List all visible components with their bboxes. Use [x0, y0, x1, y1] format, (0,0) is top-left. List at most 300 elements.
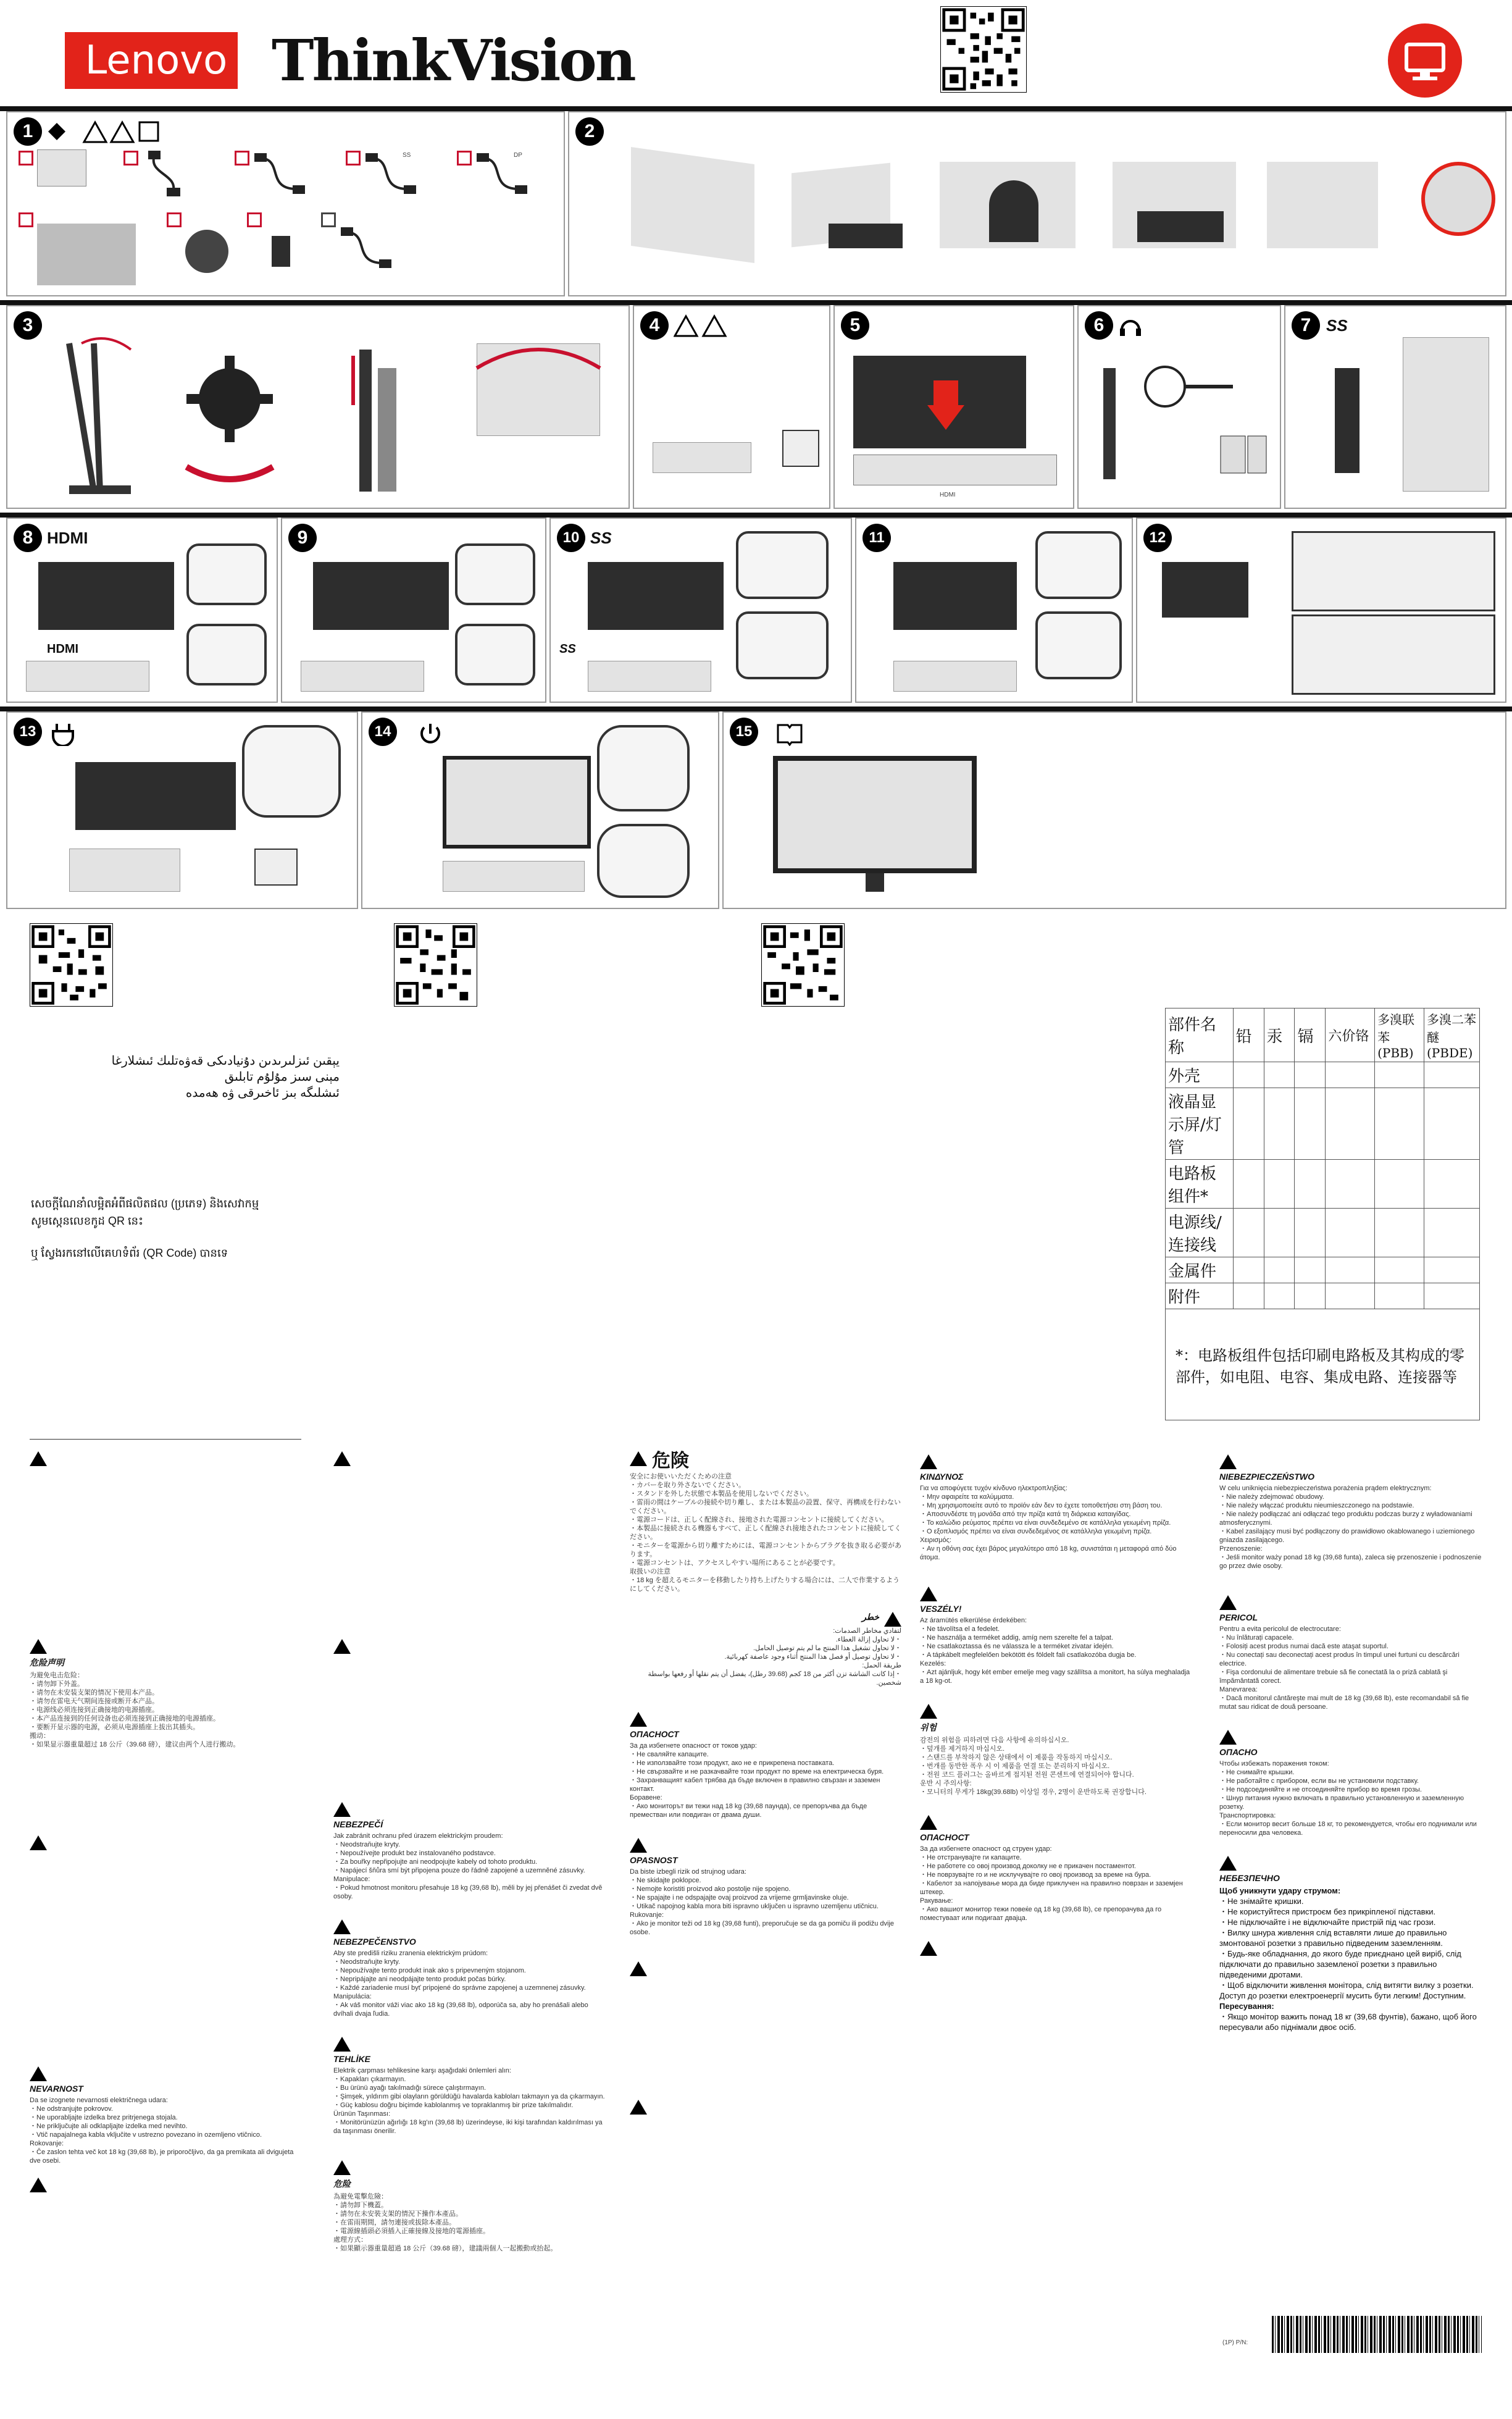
safety-line: Manevrarea: [1219, 1686, 1258, 1693]
safety-column-3 [630, 1445, 901, 2115]
safety-line: ・Nepoužívajte tento produkt inak ako s pripevneným stojanom. [333, 1967, 526, 1974]
safety-line: ・Щоб відключити живлення монітора, слід витягти вилку з розетки. Доступ до розетки електроенергії мусить бути легким! Доступним. [1219, 1981, 1474, 2000]
monitor-panel-illustration [37, 224, 136, 285]
safety-line: ・Μη χρησιμοποιείτε αυτό το προϊόν εάν δεν το έχετε τοποθετήσει στη βάση του. [920, 1502, 1163, 1509]
safety-title: 危険 [652, 1451, 689, 1471]
step-number: 12 [1143, 524, 1172, 552]
table-row [1166, 1209, 1480, 1257]
safety-line: ・لا تحاول إزالة الغطاء. [835, 1636, 901, 1643]
table-row [1166, 1309, 1480, 1420]
ss-usb-step-label: SS [590, 529, 612, 547]
power-cord-icon [142, 149, 198, 199]
safety-line: ・Utikač napojnog kabla mora biti ispravno uključen u ispravno uzemljenu utičnicu. [630, 1903, 879, 1910]
safety-column-4 [920, 1454, 1192, 1956]
step-6-panel [1077, 305, 1281, 509]
safety-line: ・Μην αφαιρείτε τα καλύμματα. [920, 1493, 1014, 1501]
safety-line: ・请勿在未安装支架的情况下使用本产品。 [30, 1689, 159, 1696]
safety-line: ・Folosiți acest produs numai dacă este ataşat suportul. [1219, 1643, 1389, 1650]
table-cell: 电源线/连接线 [1166, 1209, 1234, 1257]
usb-cable-icon [364, 149, 420, 199]
safety-line: ・Не свързвайте и не разкачвайте този продукт по време на електрическа буря. [630, 1768, 884, 1775]
pc-illustration [69, 849, 180, 892]
checkbox-icon [346, 151, 361, 166]
safety-ru-lines [1219, 1759, 1485, 1837]
safety-line: ・Не підключайте і не відключайте пристрій під час грози. [1219, 1918, 1436, 1927]
safety-line: ・Dacă monitorul cântăreşte mai mult de 18 kg (39,68 lb), este recomandabil să fie mutat sau ridicat de două persoane. [1219, 1695, 1469, 1711]
table-cell: 电路板组件* [1166, 1160, 1234, 1209]
safety-line: ・Не поврзувајте го и не исклучувајте го овој производ за време на бура. [920, 1871, 1151, 1879]
safety-line: ・Güç kablosu doğru biçimde kablolanmış ve topraklanmış bir prize takılmalıdır. [333, 2102, 574, 2109]
step-number: 13 [14, 718, 42, 746]
rotate-arrow-icon [1421, 162, 1495, 236]
safety-title: ОПАСНО [1219, 1747, 1258, 1757]
step-number: 7 [1292, 311, 1320, 340]
rohs-footnote: *：电路板组件包括印刷电路板及其构成的零部件，如电阻、电容、集成电路、连接器等 [1166, 1309, 1480, 1420]
divider-band [0, 513, 1512, 518]
down-arrow-icon [927, 380, 964, 430]
safety-line: ・Nie należy zdejmować obudowy. [1219, 1493, 1324, 1501]
step-number: 1 [14, 117, 42, 146]
safety-line: 운반 시 주의사항: [920, 1780, 972, 1787]
safety-line: Manipulace: [333, 1876, 370, 1883]
divider-band [0, 706, 1512, 711]
safety-line: ・Не използвайте този продукт, ако не е прикрепена поставката. [630, 1759, 835, 1767]
connector-zoom-illustration [455, 543, 535, 605]
safety-zt-lines [333, 2192, 605, 2253]
warning-icon [630, 1712, 647, 1727]
safety-line: ・Будь-яке обладнання, до якого буде приєднано цей виріб, слід підключати до правильно заземленої розетки з правильно підведеними дротами. [1219, 1949, 1461, 1979]
divider-band [0, 106, 1512, 111]
safety-line: ・Ne távolítsa el a fedelet. [920, 1625, 1000, 1633]
safety-sl-lines [30, 2096, 301, 2165]
safety-line: ・Nepripájajte ani neodpájajte tento produkt počas búrky. [333, 1976, 506, 1983]
safety-line: ・Ne odstranjujte pokrovov. [30, 2105, 113, 2113]
blank-section [30, 1466, 301, 1639]
safety-jp-lines [630, 1472, 901, 1593]
safety-ko-lines [920, 1736, 1192, 1796]
checkbox-icon [19, 212, 33, 227]
cable-route-zoom-illustration-2 [1292, 614, 1495, 695]
safety-line: Чтобы избежать поражения током: [1219, 1760, 1329, 1767]
table-header: 多溴联苯(PBB) [1375, 1008, 1424, 1062]
safety-column-2 [333, 1451, 605, 2253]
port-panel-illustration [853, 455, 1057, 485]
connector-zoom-illustration-2 [1035, 611, 1122, 679]
pivot-arrow-icon [464, 331, 612, 380]
safety-line: ・Не снимайте крышки. [1219, 1769, 1295, 1776]
safety-line: ・번개를 동반한 폭우 시 이 제품을 연결 또는 분리하지 마십시오. [920, 1763, 1110, 1770]
stand-arm-illustration [989, 180, 1038, 242]
safety-line: ・18 kg を超えるモニターを移動したり持ち上げたりする場合には、二人で作業するようにしてください。 [630, 1577, 900, 1593]
uyghur-line: ئىشلىگە بىز ئاخىرقى ۋە ھەمدە [185, 1086, 340, 1100]
safety-line: ・Не подсоединяйте и не отсоединяйте прибор во время грозы. [1219, 1786, 1422, 1793]
hdmi-cable-icon [253, 149, 309, 199]
safety-title: OPASNOST [630, 1855, 678, 1865]
warning-icon [333, 1451, 351, 1466]
step-15-panel [722, 711, 1506, 909]
blank-section [30, 1850, 301, 2066]
warning-icon [920, 1587, 937, 1601]
checkbox-icon [235, 151, 249, 166]
step-number: 9 [288, 524, 317, 552]
safety-title: NEBEZPEČÍ [333, 1819, 383, 1829]
audio-connection-illustration [1097, 356, 1270, 498]
safety-line: 為避免電擊危險： [333, 2193, 388, 2200]
warning-icon [920, 1815, 937, 1830]
safety-line: ・Če zaslon tehta več kot 18 kg (39,68 lb), je priporočljivo, da ga premikata ali dvigujeta dve osebi. [30, 2149, 294, 2165]
step-number: 3 [14, 311, 42, 340]
safety-line: ・请勿在雷电天气期间连接或断开本产品。 [30, 1698, 159, 1705]
swivel-illustration [162, 331, 298, 504]
monitor-side-illustration [1335, 368, 1360, 473]
safety-line: Pentru a evita pericolul de electrocutare: [1219, 1625, 1341, 1633]
manual-book-icon [775, 721, 804, 746]
monitor-back-illustration [893, 562, 1017, 630]
table-header: 多溴二苯醚(PBDE) [1424, 1008, 1479, 1062]
qr-code-1[interactable] [30, 923, 113, 1007]
step-4-panel [633, 305, 830, 509]
safety-line: ・Kapakları çıkarmayın. [333, 2076, 406, 2083]
safety-line: ・Nu înlăturați capacele. [1219, 1634, 1294, 1641]
safety-line: ・Ne csatlakoztassa és ne válassza le a terméket zivatar idején. [920, 1643, 1114, 1650]
power-outlet-icon [254, 849, 298, 886]
safety-title: NIEBEZPIECZEŃSTWO [1219, 1472, 1315, 1482]
table-header: 镉 [1295, 1008, 1326, 1062]
safety-line: ・모니터의 무게가 18kg(39.68lb) 이상일 경우, 2명이 운반하도록 권장합니다. [920, 1788, 1147, 1796]
power-plug-icon [51, 721, 75, 746]
section-divider [30, 1439, 301, 1440]
safety-title: ОПАСНОСТ [920, 1832, 969, 1842]
table-header: 铅 [1233, 1008, 1264, 1062]
safety-line: ・Vtič napajalnega kabla vključite v ustrezno povezano in ozemljeno vtičnico. [30, 2131, 262, 2139]
step-10-panel [549, 518, 852, 703]
connector-zoom-illustration-2 [736, 611, 829, 679]
monitor-back-illustration [313, 562, 449, 630]
rohs-table [1165, 1008, 1480, 1420]
monitor-front-illustration [773, 756, 977, 873]
hdmi-label: HDMI [47, 529, 88, 547]
safety-line: За да избегнете опасност от токов удар: [630, 1742, 757, 1750]
safety-line: Elektrik çarpması tehlikesine karşı aşağıdaki önlemleri alın: [333, 2067, 511, 2074]
warning-icon [630, 1451, 647, 1466]
step-13-panel [6, 711, 358, 909]
safety-line: ・Не отстранувајте ги капаците. [920, 1854, 1022, 1861]
safety-line: За да избегнете опасност од струен удар: [920, 1845, 1052, 1853]
pc-illustration [893, 661, 1017, 692]
qr-pattern [762, 924, 844, 1006]
qr-code-header[interactable] [940, 6, 1027, 93]
warning-icon [30, 1451, 47, 1466]
step-number: 10 [557, 524, 585, 552]
safety-line: ・Bu ürünü ayağı takılmadığı sürece çalıştırmayın. [333, 2084, 487, 2092]
divider-band [0, 300, 1512, 305]
safety-line: ・لا تحاول تشغيل هذا المنتج ما لم يتم توصيل الحامل. [753, 1645, 901, 1652]
step-number: 15 [730, 718, 758, 746]
step-2-panel [568, 111, 1506, 296]
safety-line: Транспортировка: [1219, 1812, 1276, 1819]
safety-line: ・Každé zariadenie musí byť pripojené do správne zapojenej a uzemnenej zásuvky. [333, 1984, 586, 1992]
table-row [1166, 1283, 1480, 1309]
safety-mk-lines [920, 1845, 1192, 1922]
safety-line: ・Шнур питания нужно включать в правильно установленную и заземленную розетку. [1219, 1795, 1464, 1811]
safety-column-1 [30, 1451, 301, 2192]
safety-title: PERICOL [1219, 1612, 1258, 1622]
qr-code-3[interactable] [761, 923, 845, 1007]
safety-line: ・Ak váš monitor váži viac ako 18 kg (39,68 lb), odporúča sa, aby ho prenášali alebo dvíhali dvaja ľudia. [333, 2002, 588, 2018]
safety-sk-lines [333, 1949, 605, 2018]
safety-line: ・Ако мониторът ви тежи над 18 kg (39,68 паунда), се препоръчва да бъде преместван или повдиган от двама души. [630, 1803, 867, 1819]
safety-gr-lines [920, 1484, 1192, 1562]
power-connector-zoom [242, 725, 341, 818]
safety-line: Пересування: [1219, 2002, 1274, 2011]
warning-icon [333, 2160, 351, 2175]
brand-logo: Lenovo [85, 38, 228, 83]
part-number-label: (1P) P/N: [1222, 2339, 1248, 2346]
step-7-panel [1284, 305, 1506, 509]
step-5-panel [833, 305, 1074, 509]
dp-cable-icon [475, 149, 531, 199]
safety-tr-lines [333, 2066, 605, 2136]
safety-line: ・请勿卸下外盖。 [30, 1680, 84, 1688]
safety-bg-lines [630, 1742, 901, 1819]
safety-line: ・Αποσυνδέστε τη μονάδα από την πρίζα κατά τη διάρκεια καταιγίδας. [920, 1511, 1131, 1518]
safety-line: 搬动： [30, 1732, 50, 1740]
safety-title: NEBEZPEČENSTVO [333, 1937, 416, 1947]
uyghur-line: مېنى سىز مۇلۇم تابلىق [224, 1070, 340, 1084]
box-open-illustration [631, 147, 754, 263]
step-number: 11 [863, 524, 891, 552]
warning-icon [30, 2066, 47, 2081]
monitor-badge-icon [1388, 23, 1462, 98]
safety-line: ・Neodstraňujte kryty. [333, 1958, 401, 1966]
safety-pl-lines [1219, 1484, 1485, 1570]
safety-line: ・Не користуйтеся пристроєм без прикріпленої підставки. [1219, 1907, 1436, 1916]
warning-icon [333, 1919, 351, 1934]
step-1-panel [6, 111, 565, 296]
safety-line: ・Якщо монітор важить понад 18 кг (39,68 фунтів), бажано, щоб його пересували або піднімали двоє осіб. [1219, 2012, 1477, 2032]
safety-line: ・A tápkábelt megfelelően bekötött és földelt fali csatlakozóba dugja be. [920, 1651, 1137, 1659]
safety-line: ・Za bouřky nepřipojujte ani neodpojujte kabely od tohoto produktu. [333, 1858, 538, 1866]
warning-icon [920, 1704, 937, 1719]
power-outlet-icon [782, 430, 819, 467]
pc-illustration [443, 861, 585, 892]
jp-heading [630, 1445, 901, 1472]
step-11-panel [855, 518, 1133, 703]
table-cell: 外壳 [1166, 1062, 1234, 1088]
safety-line: 處理方式： [333, 2236, 367, 2244]
safety-line: Rokovanje: [30, 2140, 64, 2147]
step-number: 6 [1085, 311, 1113, 340]
qr-code-2[interactable] [394, 923, 477, 1007]
warning-icon [333, 1802, 351, 1817]
safety-line: ・Monitörünüzün ağırlığı 18 kg'ın (39,68 lb) üzerindeyse, iki kişi tarafından kaldırılması ya da taşınması önerilir. [333, 2119, 603, 2135]
safety-line: ・Napájecí šňůra smí být připojena pouze do řádně zapojené a uzemněné zásuvky. [333, 1867, 585, 1874]
base-illustration [1137, 211, 1224, 242]
optional-cable-icon [340, 224, 395, 279]
table-header-row [1166, 1008, 1480, 1062]
safety-line: W celu uniknięcia niebezpieczeństwa porażenia prądem elektrycznym: [1219, 1485, 1432, 1492]
safety-line: ・Ne uporabljajte izdelka brez pritrjenega stojala. [30, 2114, 178, 2121]
safety-title: 위험 [920, 1722, 937, 1732]
barcode [1272, 2316, 1482, 2353]
safety-line: Rukovanje: [630, 1911, 664, 1919]
safety-column-5 [1219, 1454, 1485, 2032]
safety-line: ・如果显示器重量超过 18 公斤（39.68 磅），建议由两个人进行搬动。 [30, 1741, 240, 1748]
table-row [1166, 1062, 1480, 1088]
safety-line: ・Nie należy włączać produktu nieumieszczonego na podstawie. [1219, 1502, 1414, 1509]
headphone-icon [1118, 312, 1143, 337]
safety-line: ・전원 코드 플러그는 올바르게 접지된 전원 콘센트에 연결되어야 합니다. [920, 1771, 1134, 1779]
qr-pattern [395, 924, 477, 1006]
table-header: 部件名称 [1166, 1008, 1234, 1062]
stand-neck-illustration [272, 236, 290, 267]
warning-icon [30, 1639, 47, 1654]
safety-line: 감전의 위험을 피하려면 다음 사항에 유의하십시오. [920, 1737, 1069, 1744]
safety-line: Przenoszenie: [1219, 1545, 1263, 1553]
safety-title: VESZÉLY! [920, 1604, 962, 1614]
monitor-back-illustration [588, 562, 724, 630]
checkbox-icon [457, 151, 472, 166]
safety-zh-lines [30, 1671, 301, 1749]
safety-line: Da se izognete nevarnosti električnega udara: [30, 2097, 168, 2104]
button-press-zoom [597, 725, 690, 811]
safety-line: Ürünün Taşınması: [333, 2110, 391, 2118]
step-8-panel [6, 518, 278, 703]
safety-line: ・Не сваляйте капаците. [630, 1751, 709, 1758]
ss-usb-label: SS [403, 152, 411, 159]
safety-line: ・Кабелот за напојување мора да биде приклучен на правилно поврзан и заземјен штекер. [920, 1880, 1183, 1896]
safety-line: ・要断开显示器的电源，必须从电源插座上拔出其插头。 [30, 1724, 199, 1731]
hdmi-label-2: HDMI [47, 642, 79, 656]
dp-label: DP [514, 152, 522, 159]
hdmi-port-label: HDMI [940, 492, 956, 498]
khmer-text-block [31, 1195, 352, 1262]
safety-hu-lines [920, 1616, 1192, 1685]
warning-icon [884, 1612, 901, 1627]
safety-line: ・モニターを電源から切り離すためには、電源コンセントからプラグを抜き取る必要があります。 [630, 1542, 901, 1558]
safety-line: ・Nu conectați sau deconectați acest produs în timpul unei furtuni cu descărcări electrice. [1219, 1651, 1460, 1667]
document-illustration [37, 149, 86, 187]
safety-title: 危险声明 [30, 1658, 64, 1667]
safety-line: ・Ne priključujte ali odklapljajte izdelka med nevihto. [30, 2123, 188, 2130]
stand-base-illustration [185, 230, 228, 273]
safety-line: ・雷雨の間はケーブルの接続や切り離し、または本製品の設置、保守、再構成を行わないでください。 [630, 1499, 901, 1515]
safety-line: Jak zabránit ochranu před úrazem elektrickým proudem: [333, 1832, 503, 1840]
safety-line: 为避免电击危险： [30, 1672, 84, 1679]
safety-line: ・Захранващият кабел трябва да бъде включен в правилно свързан и заземен контакт. [630, 1777, 880, 1793]
step-number: 14 [369, 718, 397, 746]
connector-zoom-illustration [186, 543, 267, 605]
safety-line: طريقة الحمل: [862, 1662, 901, 1669]
khmer-line: ឬ ស្វែងរកនៅលើគេហទំព័រ (QR Code) បានទេ [31, 1247, 228, 1259]
safety-line: ・Не работайте с прибором, если вы не установили подставку. [1219, 1777, 1419, 1785]
uyghur-text-block [31, 1053, 340, 1101]
warning-icon [1219, 1454, 1237, 1469]
stand-illustration [829, 224, 903, 248]
step-12-panel [1136, 518, 1506, 703]
step-number: 4 [640, 311, 669, 340]
safety-line: ・Ако вашиот монитор тежи повеќе од 18 kg (39,68 lb), се препорачува да го поместуваат или подигаат двајца. [920, 1906, 1162, 1922]
safety-line: Manipulácia: [333, 1993, 372, 2000]
safety-line: Боравене: [630, 1794, 662, 1801]
warning-icon [333, 1639, 351, 1654]
safety-line: ・إذا كانت الشاشة تزن أكثر من 18 كجم (39.68 رطل)، يفضل أن يتم نقلها أو رفعها بواسطة شخصين. [648, 1671, 901, 1687]
safety-line: ・电源线必须连接到正确接地的电源插座。 [30, 1706, 159, 1714]
safety-line: ・Το καλώδιο ρεύματος πρέπει να είναι συνδεδεμένο σε κατάλληλα γειωμένη πρίζα. [920, 1519, 1171, 1527]
safety-line: ・Neodstraňujte kryty. [333, 1841, 401, 1848]
safety-line: 取扱いの注意 [630, 1568, 670, 1575]
connector-zoom-illustration [1035, 531, 1122, 599]
safety-line: ・لا تحاول توصيل أو فصل هذا المنتج أثناء وجود عاصفة كهربائية. [724, 1653, 901, 1661]
safety-line: ・請勿卸下機蓋。 [333, 2202, 388, 2209]
safety-line: ・本製品に接続される機器もすべて、正しく配線され接地されたコンセントに接続してください。 [630, 1525, 901, 1541]
warning-icon [1219, 1730, 1237, 1745]
caution-icons [674, 314, 729, 338]
safety-title: ОПАСНОСТ [630, 1729, 679, 1739]
safety-line: Ракување: [920, 1897, 953, 1905]
safety-title: ΚΙΝΔΥΝΟΣ [920, 1472, 964, 1482]
step-9-panel [281, 518, 546, 703]
ar-heading [630, 1612, 901, 1627]
product-line-title: ThinkVision [272, 27, 635, 94]
warning-icon [1219, 1595, 1237, 1610]
safety-line: ・電源線插頭必須插入正確接線及接地的電源插座。 [333, 2228, 490, 2235]
safety-line: ・Kabel zasilający musi być podłączony do prawidłowo okablowanego i uziemionego gniazda zasilającego. [1219, 1528, 1475, 1544]
monitor-back-illustration [75, 762, 236, 830]
safety-title: 危险 [333, 2179, 351, 2189]
safety-line: ・덮개를 제거하지 마십시오. [920, 1745, 1005, 1753]
safety-line: ・Ne skidajte poklopce. [630, 1877, 701, 1884]
khmer-line: សេចក្តីណែនាំលម្អិតអំពីផលិតផល (ប្រភេទ) និងសេវាកម្ម [31, 1197, 259, 1210]
safety-line: ・Если монитор весит больше 18 кг, то рекомендуется, чтобы его поднимали или переносили два человека. [1219, 1821, 1477, 1837]
safety-line: ・Не работете со овој производ доколку не е прикачен постаментот. [920, 1863, 1136, 1870]
safety-line: ・Nie należy podłączać ani odłączać tego produktu podczas burzy z wyładowaniami atmosferycznymi. [1219, 1511, 1472, 1527]
table-cell: 液晶显示屏/灯管 [1166, 1088, 1234, 1160]
monitor-front-illustration [443, 756, 591, 849]
safety-ro-lines [1219, 1625, 1485, 1711]
safety-line: Χειρισμός: [920, 1537, 951, 1544]
safety-line: ・本产品连接到的任何设备也必须连接到正确接地的电源插座。 [30, 1715, 220, 1722]
safety-line: ・Не знімайте кришки. [1219, 1897, 1304, 1906]
button-press-zoom-2 [597, 824, 690, 898]
table-cell: 金属件 [1166, 1257, 1234, 1283]
cable-illustration [653, 442, 751, 473]
safety-line: ・Şimşek, yıldırım gibi olayların görüldüğü havalarda kabloları takmayın ya da çıkarmayın. [333, 2093, 605, 2100]
safety-line: Aby ste predišli riziku zranenia elektrickým prúdom: [333, 1950, 488, 1957]
safety-line: ・電源コンセントは、アクセスしやすい場所にあることが必要です。 [630, 1559, 840, 1567]
table-header: 六价铬 [1326, 1008, 1375, 1062]
safety-line: لتفادي مخاطر الصدمات: [833, 1627, 901, 1635]
step-3-panel [6, 305, 630, 509]
warning-icon [30, 1835, 47, 1850]
table-row [1166, 1160, 1480, 1209]
step-number: 5 [841, 311, 869, 340]
safety-line: Για να αποφύγετε τυχόν κίνδυνο ηλεκτροπληξίας: [920, 1485, 1067, 1492]
safety-line: ・電源コードは、正しく配線され、接地された電源コンセントに接続してください。 [630, 1516, 888, 1524]
safety-line: Kezelés: [920, 1660, 946, 1667]
warning-icon [630, 1961, 647, 1976]
monitor-back-illustration [38, 562, 174, 630]
safety-line: ・Fişa cordonului de alimentare trebuie să fie conectată la o priză cablată şi împământată corect. [1219, 1669, 1448, 1685]
rohs-table-wrap [1165, 1008, 1480, 1420]
cable-route-zoom-illustration [1292, 531, 1495, 611]
safety-line: ・Αν η οθόνη σας έχει βάρος μεγαλύτερο από 18 kg, συνιστάται η μεταφορά από δύο άτομα. [920, 1545, 1177, 1561]
connector-zoom-illustration-2 [455, 624, 535, 685]
safety-line: ・カバーを取り外さないでください。 [630, 1482, 745, 1489]
khmer-line: សូមស្កេនលេខកូដ QR នេះ [31, 1215, 144, 1227]
safety-line: ・Ο εξοπλισμός πρέπει να είναι συνδεδεμένος σε κατάλληλα γειωμένη πρίζα. [920, 1528, 1152, 1535]
safety-line: ・スタンドを外した状態で本製品を使用しないでください。 [630, 1490, 813, 1498]
